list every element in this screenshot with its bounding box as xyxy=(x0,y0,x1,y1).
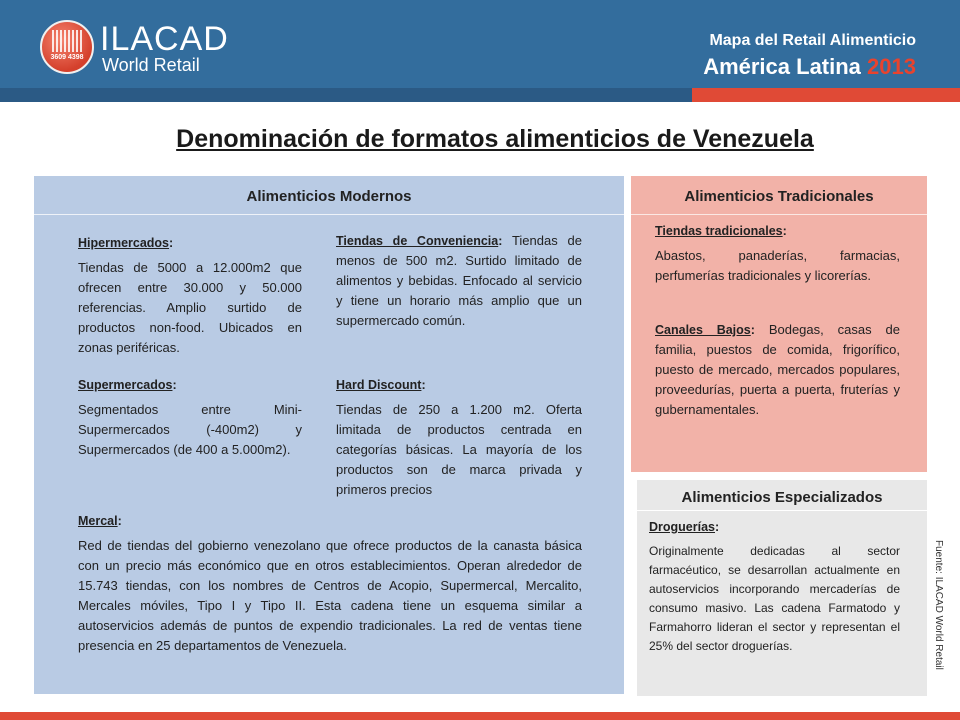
supermercados-text: Segmentados entre Mini-Supermercados (-400m2) y Supermercados (de 400 a 5.000m2). xyxy=(78,402,302,457)
droguerias-text: Originalmente dedicadas al sector farmacéutico, se desarrollan actualmente en autoservicios incorporando mercaderías de consumo masivo. Las cadena Farmatodo y Farmahorro lideran el sector y representan el 25% del sector droguerías. xyxy=(649,544,900,653)
source-note xyxy=(932,540,946,700)
block-supermercados: Supermercados: Segmentados entre Mini-Supermercados (-400m2) y Supermercados (de 400 a 5.000m2). xyxy=(78,376,302,460)
panel-especializados xyxy=(637,480,927,696)
block-droguerias: Droguerías: Originalmente dedicadas al sector farmacéutico, se desarrollan actualmente en autoservicios incorporando mercaderías de consumo masivo. Las cadena Farmatodo y Farmahorro lideran el sector y representan el 25% del sector droguerías. xyxy=(649,518,900,656)
brand-subtitle: World Retail xyxy=(102,55,200,75)
header-region xyxy=(703,54,916,80)
block-hard-discount: Hard Discount: Tiendas de 250 a 1.200 m2. Oferta limitada de productos centrada en categorías básicas. La mayoría de los productos son de marca privada y primeros precios xyxy=(336,376,582,500)
block-tiendas-tradicionales: Tiendas tradicionales: Abastos, panaderías, farmacias, perfumerías tradicionales y licorerías. xyxy=(655,222,900,286)
panel-especializados-heading: Alimenticios Especializados xyxy=(637,480,927,511)
brand-name: ILACAD xyxy=(100,20,229,58)
page-title: Denominación de formatos alimenticios de Venezuela xyxy=(176,125,814,153)
source-text: Fuente: ILACAD World Retail xyxy=(933,540,944,670)
tiendas-tradicionales-text: Abastos, panaderías, farmacias, perfumerías tradicionales y licorerías. xyxy=(655,248,900,283)
panel-tradicionales-heading: Alimenticios Tradicionales xyxy=(631,176,927,215)
mercal-text: Red de tiendas del gobierno venezolano que ofrece productos de la canasta básica con un precio más económico que en otros establecimientos. Operan alrededor de 15.743 tiendas, con los nombres de Centros de Acopio, Supermercal, Mercalito, Mercales móviles, Tipo I y Tipo II. Esta cadena tiene un esquema similar a autoservicios además de puntos de expendio tradicionales. La red de ventas tiene presencia en 25 departamentos de Venezuela. xyxy=(78,538,582,653)
block-mercal: Mercal: Red de tiendas del gobierno venezolano que ofrece productos de la canasta básica con un precio más económico que en otros establecimientos. Operan alrededor de 15.743 tiendas, con los nombres de Centros de Acopio, Supermercal, Mercalito, Mercales móviles, Tipo I y Tipo II. Esta cadena tiene un esquema similar a autoservicios además de puntos de expendio tradicionales. La red de ventas tiene presencia en 25 departamentos de Venezuela. xyxy=(78,512,582,656)
block-canales-bajos: Canales Bajos: Bodegas, casas de familia, puestos de comida, frigorífico, puesto de mercado, mercados populares, proveedurías, puerta a puerta, fruterías y gubernamentales. xyxy=(655,322,900,417)
hard-discount-label: Hard Discount xyxy=(336,378,422,392)
conveniencia-text: Tiendas de menos de 500 m2. Surtido limitado de alimentos y bebidas. Enfocado al servicio y tiene un horario más amplio que un supermercado común. xyxy=(336,233,582,328)
hipermercados-label: Hipermercados xyxy=(78,236,170,250)
tiendas-tradicionales-label: Tiendas tradicionales xyxy=(655,224,783,238)
canales-bajos-label: Canales Bajos xyxy=(655,323,751,337)
barcode-icon xyxy=(52,30,82,52)
region-text: América Latina xyxy=(703,54,861,79)
hard-discount-text: Tiendas de 250 a 1.200 m2. Oferta limitada de productos centrada en categorías básicas. La mayoría de los productos son de marca privada y primeros precios xyxy=(336,402,582,497)
block-hipermercados: Hipermercados: Tiendas de 5000 a 12.000m2 que ofrecen entre 30.000 y 50.000 referencias. Amplio surtido de productos non-food. Ubicados en zonas periféricas. xyxy=(78,234,302,358)
mercal-label: Mercal xyxy=(78,514,118,528)
panel-modernos-heading: Alimenticios Modernos xyxy=(34,176,624,215)
ilacad-logo-icon xyxy=(40,20,94,74)
hipermercados-text: Tiendas de 5000 a 12.000m2 que ofrecen entre 30.000 y 50.000 referencias. Amplio surtido de productos non-food. Ubicados en zonas periféricas. xyxy=(78,260,302,355)
supermercados-label: Supermercados xyxy=(78,378,173,392)
year-text: 2013 xyxy=(867,54,916,79)
conveniencia-label: Tiendas de Conveniencia xyxy=(336,234,499,248)
panel-modernos xyxy=(34,176,624,694)
droguerias-label: Droguerías xyxy=(649,520,715,534)
panel-tradicionales xyxy=(631,176,927,472)
logo-code: 3609 4398 xyxy=(50,54,84,61)
canales-bajos-text: Bodegas, casas de familia, puestos de comida, frigorífico, puesto de mercado, mercados populares, proveedurías, puerta a puerta, fruterías y gubernamentales. xyxy=(655,322,900,417)
header-accent xyxy=(692,88,960,102)
header-title: Mapa del Retail Alimenticio xyxy=(709,32,916,49)
block-conveniencia: Tiendas de Conveniencia: Tiendas de menos de 500 m2. Surtido limitado de alimentos y bebidas. Enfocado al servicio y tiene un horario más amplio que un supermercado común. xyxy=(336,233,582,328)
bottom-accent-bar xyxy=(0,712,960,720)
header-bar xyxy=(0,0,960,88)
